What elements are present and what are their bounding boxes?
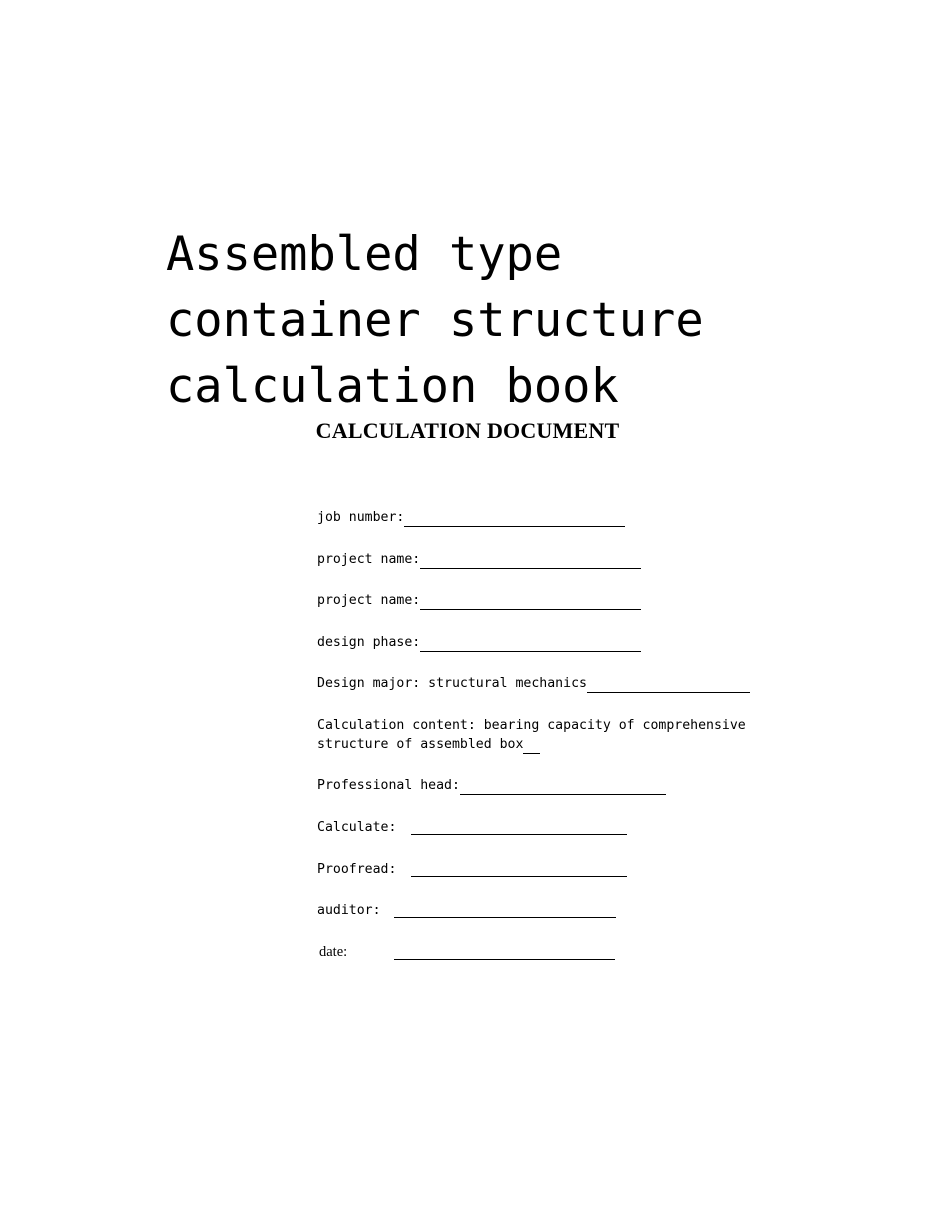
project-name-row-2	[317, 591, 641, 610]
date-row	[319, 943, 347, 962]
job-number-label: job number:	[317, 510, 405, 525]
proofread-row	[317, 860, 396, 879]
date-field[interactable]	[394, 959, 615, 960]
project-name-field[interactable]	[420, 553, 641, 569]
proofread-label: Proofread:	[317, 862, 397, 877]
professional-head-label: Professional head:	[317, 778, 460, 793]
project-name-row	[317, 550, 641, 569]
auditor-row	[317, 901, 381, 920]
title-line-3: calculation book	[166, 359, 619, 414]
professional-head-field[interactable]	[460, 779, 666, 795]
calculate-label: Calculate:	[317, 820, 397, 835]
calculation-content-field[interactable]	[523, 740, 540, 754]
design-major-label: Design major: structural mechanics	[317, 676, 587, 691]
proofread-field[interactable]	[411, 876, 627, 877]
calculate-field[interactable]	[411, 834, 627, 835]
title-line-1: Assembled type	[166, 227, 563, 282]
design-phase-field[interactable]	[420, 636, 641, 652]
calculate-row	[317, 818, 396, 837]
date-label: date:	[319, 944, 348, 960]
auditor-label: auditor:	[317, 903, 381, 918]
job-number-row	[317, 508, 625, 527]
document-title	[166, 222, 786, 420]
calculation-content-label: Calculation content: bearing capacity of comprehensive structure of assembled box	[317, 718, 746, 752]
document-subtitle: CALCULATION DOCUMENT	[315, 418, 620, 443]
design-major-row	[317, 674, 750, 693]
project-name-field-2[interactable]	[420, 594, 641, 610]
professional-head-row	[317, 776, 666, 795]
design-major-field[interactable]	[587, 677, 750, 693]
auditor-field[interactable]	[394, 917, 616, 918]
design-phase-label: design phase:	[317, 635, 421, 650]
project-name-label-2: project name:	[317, 593, 421, 608]
title-line-2: container structure	[166, 293, 704, 348]
calculation-content-row	[317, 716, 787, 754]
design-phase-row	[317, 633, 641, 652]
project-name-label: project name:	[317, 552, 421, 567]
job-number-field[interactable]	[404, 511, 625, 527]
